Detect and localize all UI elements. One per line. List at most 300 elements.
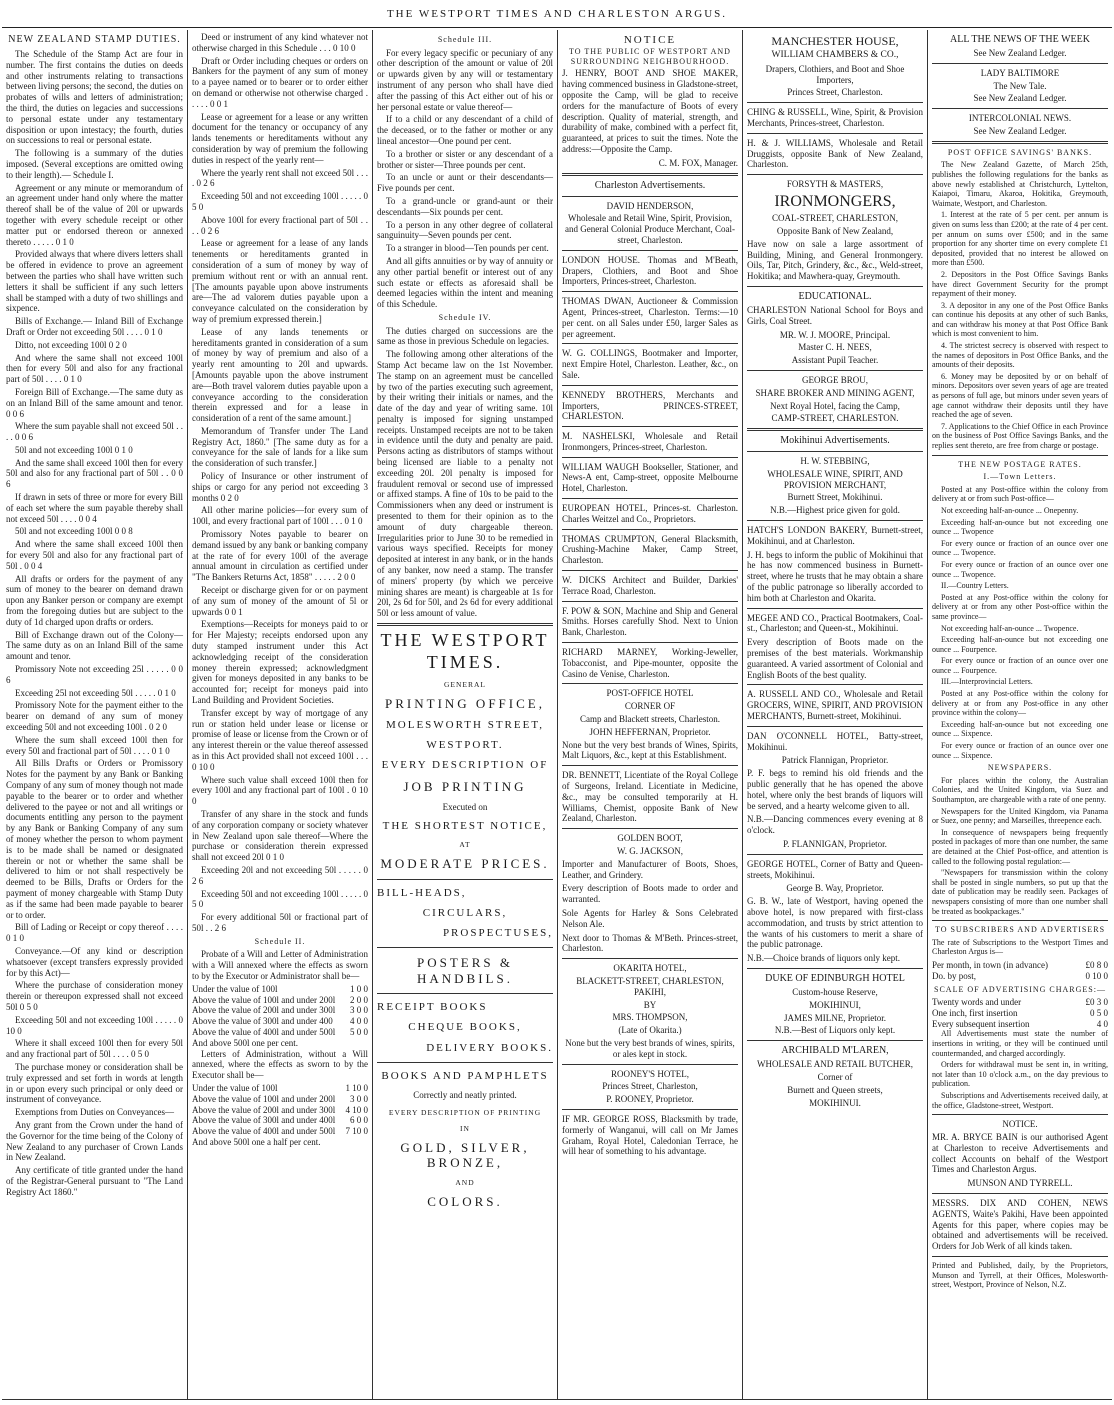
probate-rate-row-label: Above the value of 400l and under 500l	[192, 1026, 336, 1037]
schedule-paragraph: Transfer except by way of mortgage of any run or station held under lease or license or promise of lease or license from the Crown or of any interest therein or the value thereof assessed as in this Act provided shall not exceed 100l . . . 0 10 0	[192, 707, 368, 772]
probate-rate-row-label: And above 500l one per cent.	[192, 1037, 298, 1048]
correctly-printed: Correctly and neatly printed.	[413, 1090, 517, 1101]
subscription-row-amount: 0 10 0	[1085, 970, 1108, 981]
printing-moderate: MODERATE PRICES.	[380, 855, 550, 871]
divider	[562, 683, 738, 684]
administration-rate-row-amount: 3 0 0	[350, 1093, 368, 1104]
divider	[747, 684, 923, 685]
schedule-2-table-2	[192, 1083, 368, 1148]
stamp-duty-paragraph: All Bills Drafts or Orders or Promissory Notes for the payment by any Bank or Banking Company of any sum of money though not made payable to the bearer or to order and whether delivered to the payee or not and all writings or documents entitling any person to the payment by any Bank or Banking Company of any sum of money whether the person to whom payment is to be made shall be named or designated therein or not or whether the same shall be delivered to him or not shall respectively be deemed to be Bills, Drafts or Orders for the payment of money chargeable with Stamp Duty as if the same had been made payable to bearer or to order.	[6, 758, 183, 920]
rooney-address: Princes Street, Charleston,	[602, 1081, 698, 1092]
notice-heading: NOTICE	[623, 34, 677, 46]
administration-rate-row-label: Under the value of 100l	[192, 1082, 278, 1093]
dix-cohen-ad: MESSRS. DIX AND COHEN, NEWS AGENTS, Waite's Pakihi, Have been appointed Agents for this paper, where copies may be obtained and advertisements will be received. Orders for Job Werk of all kinds taken.	[932, 1198, 1108, 1252]
newspaper-page	[2, 30, 1112, 1400]
administration-rate-row-label: Above the value of 100l and under 200l	[192, 1093, 336, 1104]
scale-heading: SCALE OF ADVERTISING CHARGES:—	[934, 984, 1106, 994]
divider	[562, 642, 738, 643]
stamp-duty-paragraph: And the same shall exceed 100l then for every 50l and also for any fractional part of 50l . . 0 0 6	[6, 457, 183, 490]
postage-paragraph: III.—Interprovincial Letters.	[941, 677, 1033, 687]
stamp-duty-paragraph: Exemptions from Duties on Conveyances—	[15, 1107, 174, 1118]
gold-silver-bronze: GOLD, SILVER, BRONZE,	[400, 1139, 530, 1171]
administration-rate-row-amount: 1 10 0	[345, 1082, 368, 1093]
divider	[377, 947, 553, 948]
new-tale: The New Tale.	[993, 80, 1047, 91]
schedule-4-body	[377, 326, 553, 620]
advertising-row-amount: 0 5 0	[1090, 1007, 1108, 1018]
printing-shortest: THE SHORTEST NOTICE,	[382, 819, 548, 832]
charleston-ad: EUROPEAN HOTEL, Princes-st. Charleston. Charles Weitzel and Co., Proprietors.	[562, 503, 738, 524]
divider	[747, 174, 923, 175]
printing-office: PRINTING OFFICE,	[385, 696, 545, 712]
see-ledger-2: See New Zealand Ledger.	[973, 93, 1067, 104]
subscription-row	[932, 960, 1108, 971]
printing-every: EVERY DESCRIPTION OF	[381, 759, 549, 772]
schedule-paragraph: All other marine policies—for every sum of 100l, and every fractional part of 100l . . . 0 1 0	[192, 505, 368, 527]
newspapers-body	[932, 776, 1108, 916]
burnett-queen: Burnett and Queen streets,	[787, 1084, 883, 1095]
charleston-ads-list	[562, 255, 738, 685]
ross-notice: IF MR. GEORGE ROSS, Blacksmith by trade, formerly of Wanganui, will call on Mr James Graham, Royal Hotel, Caledonian Terrace, he will hear of something to his advantage.	[562, 1113, 738, 1157]
stamp-duty-paragraph: Where the sum shall exceed 100l then for every 50l and fractional part of 50l . . . . 0 1 0	[6, 734, 183, 756]
subscription-row	[932, 971, 1108, 982]
administration-rate-row	[192, 1105, 368, 1116]
administration-rate-row	[192, 1126, 368, 1137]
postage-paragraph: Posted at any Post-office within the colony for delivery at or from any Post-office in any other province within the colony—	[932, 689, 1108, 718]
schedule-paragraph: Lease or agreement for a lease or any written document for the tenancy or occupancy of any lands tenements or hereditaments without any consideration by way of premium the following duties in respect of the yearly rent—	[192, 111, 368, 165]
divider	[562, 250, 738, 251]
stebbing-name: H. W. STEBBING,	[800, 456, 870, 467]
mokihinui: MOKIHINUI.	[809, 1097, 861, 1108]
mlaren-name: ARCHIBALD M'LAREN,	[781, 1045, 889, 1057]
divider	[932, 920, 1108, 921]
postage-paragraph: Exceeding half-an-ounce but not exceeding one ounce ... Fourpence.	[932, 635, 1108, 654]
divider	[562, 1064, 738, 1065]
okarita-hotel: OKARITA HOTEL,	[613, 963, 687, 974]
administration-rate-row-amount: 4 10 0	[345, 1104, 368, 1115]
advertising-row-amount: £0 3 0	[1085, 997, 1108, 1008]
divider	[932, 141, 1108, 144]
schedule-paragraph: Exemptions—Receipts for moneys paid to or for Her Majesty; receipts endorsed upon any duty stamped instrument under this Act acknowledging receipt of the consideration money therein expressed; acknowledgment given for moneys deposited in any banks to be accounted for; receipt for moneys paid into Land Building and Provident Societies.	[192, 619, 368, 706]
henderson-name: DAVID HENDERSON,	[606, 200, 694, 211]
divider	[747, 428, 923, 431]
administration-rate-row-amount: 7 10 0	[345, 1126, 368, 1137]
charleston-ad: W. DICKS Architect and Builder, Darkies' Terrace Road, Charleston.	[562, 575, 738, 596]
stamp-duty-paragraph: Exceeding 50l and not exceeding 100l . . . . . 0 10 0	[6, 1014, 183, 1036]
notice-subheading: TO THE PUBLIC OF WESTPORT AND SURROUNDING NEIGHBOURHOOD.	[569, 47, 731, 66]
ironmongers: IRONMONGERS,	[774, 192, 896, 210]
advertising-paragraph: Orders for withdrawal must be sent in, in writing, not later than 10 o'clock a.m., on the day previous to publication.	[932, 1060, 1108, 1089]
subscribers-heading: TO SUBSCRIBERS AND ADVERTISERS	[934, 925, 1106, 935]
schedule-2-heading: Schedule II.	[254, 936, 306, 946]
schedule-3-heading: Schedule III.	[437, 35, 493, 44]
westport-times-title: THE WESTPORT TIMES.	[380, 630, 550, 672]
duke-town: MOKIHINUI,	[809, 999, 861, 1010]
divider	[562, 457, 738, 458]
stamp-duty-paragraph: Ditto, not exceeding 100l 0 2 0	[15, 339, 127, 350]
masthead: THE WESTPORT TIMES AND CHARLESTON ARGUS.	[386, 8, 728, 20]
cheque-books: CHEQUE BOOKS,	[408, 1021, 522, 1034]
receipt-books: RECEIPT BOOKS	[377, 1001, 488, 1014]
postage-heading: THE NEW POSTAGE RATES.	[958, 459, 1082, 469]
flannigan-proprietor: Patrick Flannigan, Proprietor.	[781, 755, 889, 766]
schedule-3-paragraph: To a grand-uncle or grand-aunt or their descendants—Six pounds per cent.	[377, 195, 553, 217]
stamp-duty-paragraph: Where the purchase of consideration money therein or thereupon expressed shall not exceed 50l 0 5 0	[6, 980, 183, 1012]
schedule-paragraph: Exceeding 50l and not exceeding 100l . . . . . 0 5 0	[192, 191, 368, 212]
administration-rate-row	[192, 1083, 368, 1094]
postage-paragraph: Posted at any Post-office within the colony for delivery at or from any other Post-office within the same province—	[932, 592, 1108, 621]
printing-executed: Executed on	[442, 801, 488, 812]
schedule-3-paragraph: If to a child or any descendant of a child of the deceased, or to the father or mother or any lineal ancestor—One pound per cent.	[377, 114, 553, 146]
postage-paragraph: For every ounce or fraction of an ounce over one ounce ... Twopence.	[932, 559, 1108, 579]
advertising-notes	[932, 1029, 1108, 1110]
divider	[562, 765, 738, 766]
williams-ad: H. & J. WILLIAMS, Wholesale and Retail Druggists, opposite Bank of New Zealand, Charleston.	[747, 137, 923, 170]
forsyth-name: FORSYTH & MASTERS,	[786, 179, 884, 190]
coal-street: COAL-STREET, CHARLESTON,	[772, 213, 898, 224]
schedule-3-paragraph: To an uncle or aunt or their descendants—Five pounds per cent.	[377, 172, 553, 194]
savings-bank-paragraph: The New Zealand Gazette, of March 25th, publishes the following regulations for the banks as above newly established at Christchurch, Lyttelton, Kaiapoi, Timaru, Akaroa, Hokitika, Greymouth, Waimate, Westport, and Charleston.	[932, 160, 1108, 208]
stamp-duty-paragraph: Any grant from the Crown under the hand of the Governor for the time being of the Colony of New Zealand to any purchaser of Crown Lands in New Zealand.	[6, 1119, 183, 1163]
charleston-heading: Charleston Advertisements.	[594, 179, 706, 191]
stamp-duty-paragraph: And where the same shall exceed 100l then for every 50l and also for any fractional part of 50l . 0 0 4	[6, 539, 183, 571]
hatch-body: J. H. begs to inform the public of Mokihinui that he has now commenced business in Burnett-street, where he trusts that he may obtain a share of the public patronage so liberally accorded to him both at Charleston and Okarita.	[747, 549, 923, 603]
schedule-3-paragraph: To a stranger in blood—Ten pounds per cent.	[386, 243, 549, 254]
schedule-paragraph: Where the yearly rent shall not exceed 50l . . . . 0 2 6	[192, 167, 368, 189]
stamp-duty-paragraph: Where it shall exceed 100l then for every 50l and any fractional part of 50l . . . . 0 5 0	[6, 1038, 183, 1060]
divider	[932, 1193, 1108, 1194]
megee-body: Every description of Boots made on the premises of the best materials. Workmanship guaranteed. A varied assortment of Colonial and English Boots of the best quality.	[747, 637, 923, 680]
circulars: CIRCULARS,	[422, 906, 508, 919]
divider	[562, 601, 738, 602]
stebbing-address: Burnett Street, Mokihinui.	[787, 492, 883, 503]
schedule-2-table	[192, 984, 368, 1049]
charleston-ad: KENNEDY BROTHERS, Merchants and Importers, PRINCES-STREET, CHARLESTON.	[562, 389, 738, 422]
schedule-3-paragraph: To a brother or sister or any descendant of a brother or sister—Three pounds per cent.	[377, 148, 553, 170]
stamp-duty-paragraph: The following is a summary of the duties imposed. (Several exceptions are omitted owing to their length).— Schedule I.	[6, 148, 183, 180]
books-pamphlets: BOOKS AND PAMPHLETS	[381, 1069, 549, 1082]
savings-bank-paragraph: 1. Interest at the rate of 5 per cent. per annum is given on sums less than £200; at the rate of 4 per cent. per annum on sums over £500; and in the same proportion for any shorter time on every complete £1 deposited, provided that no interest be allowed on more than £500.	[932, 210, 1108, 268]
schedule-paragraph: Policy of Insurance or other instrument of ships or cargo for any period not exceeding 3 months 0 2 0	[192, 471, 368, 503]
schedule-paragraph: Deed or instrument of any kind whatever not otherwise charged in this Schedule . . . 0 10 0	[192, 32, 368, 53]
pflannigan: P. FLANNIGAN, Proprietor.	[783, 839, 887, 849]
chambers-name: WILLIAM CHAMBERS & CO.,	[771, 50, 899, 61]
schedule-2-intro: Probate of a Will and Letter of Administration with a Will annexed where the effects as sworn to by the Executor or Administrator shall be—	[192, 949, 368, 981]
stamp-duty-paragraph: Where the sum payable shall not exceed 50l . . . . 0 0 6	[6, 421, 183, 443]
administration-rate-row	[192, 1115, 368, 1126]
postage-paragraph: Not exceeding half-an-ounce ... Onepenny.	[941, 505, 1079, 515]
charleston-ad: THOMAS DWAN, Auctioneer & Commission Agent, Princes-street, Charleston. Terms:—10 per cent. on all Sales under £50, larger Sales as per agreement.	[562, 296, 738, 339]
camp-street: CAMP-STREET, CHARLESTON.	[771, 413, 899, 424]
divider	[377, 1062, 553, 1063]
advertising-row-label: One inch, first insertion	[932, 1007, 1018, 1018]
all-news: ALL THE NEWS OF THE WEEK	[950, 34, 1090, 45]
advertising-rates	[932, 997, 1108, 1029]
see-ledger-1: See New Zealand Ledger.	[973, 48, 1067, 58]
jackson-more: Every description of Boots made to order and warranted.	[562, 883, 738, 905]
every-description-printing: EVERY DESCRIPTION OF PRINTING	[388, 1107, 542, 1117]
charleston-ad: F. POW & SON, Machine and Ship and General Smiths. Horses carefully Shod. Next to Union Bank, Charleston.	[562, 605, 738, 638]
advertising-row-label: Twenty words and under	[932, 997, 1022, 1008]
stamp-duty-paragraph: Foreign Bill of Exchange.—The same duty as on an Inland Bill of the same amount and tenor. 0 0 6	[6, 386, 183, 419]
savings-bank-paragraph: 6. Money may be deposited by or on behalf of minors. Depositors over seven years of age are treated as persons of full age, but minors under seven years of age cannot withdraw their deposits until they have reached the age of seven.	[932, 371, 1108, 420]
post-none: None but the very best brands of Wines, Spirits, Malt Liquors, &c., kept at this Establishment.	[562, 739, 738, 761]
divider	[747, 854, 923, 855]
schedule-paragraph: For every additional 50l or fractional part of 50l . . 2 6	[192, 912, 368, 933]
subscription-row-amount: £0 8 0	[1085, 959, 1108, 970]
schedule-4-paragraph: The duties charged on successions are the same as those in previous Schedule on legacies.	[377, 325, 553, 347]
divider	[747, 370, 923, 371]
divider	[747, 520, 923, 521]
administration-rate-row-label: Above the value of 200l and under 300l	[192, 1104, 336, 1115]
divider	[562, 529, 738, 530]
divider	[377, 879, 553, 880]
posters-handbills: POSTERS & HANDBILS.	[417, 955, 513, 986]
oconnell-body: P. F. begs to remind his old friends and the public generally that he has opened the above hotel, where only the best brands of liquors will be served, and a hearty welcome given to all.	[747, 768, 923, 811]
jackson-name: W. G. JACKSON,	[617, 846, 683, 856]
next-royal-hotel: Next Royal Hotel, facing the Camp,	[770, 400, 900, 411]
post-body: Camp and Blackett streets, Charleston.	[580, 714, 720, 725]
golden-boot: GOLDEN BOOT,	[617, 833, 683, 844]
stebbing-body: WHOLESALE WINE, SPIRIT, AND PROVISION MERCHANT,	[767, 468, 903, 490]
divider	[377, 623, 553, 626]
manchester-house: MANCHESTER HOUSE,	[771, 34, 899, 48]
imprint: Printed and Published, daily, by the Proprietors, Munson and Tyrrell, at their Offices, Molesworth-street, Westport, Province of Nelson, N.Z.	[932, 1261, 1108, 1290]
stamp-duty-paragraph: All drafts or orders for the payment of any sum of money to the bearer on demand drawn upon any Banker person or company are exempt from the foregoing duties but are subject to the duty of 1d charged upon drafts or orders.	[6, 573, 183, 627]
subscribers-body: The rate of Subscriptions to the Westport Times and Charleston Argus is—	[932, 937, 1108, 957]
butcher: WHOLESALE AND RETAIL BUTCHER,	[757, 1059, 913, 1070]
probate-rate-row	[192, 1005, 368, 1016]
okarita-by: BY	[643, 999, 657, 1010]
george-body: G. B. W., late of Westport, having opened the above hotel, is now prepared with first-class accommodation, and trusts by strict attention to the wants of his customers to merit a share of the public patronage.	[747, 896, 923, 950]
schedule-paragraph: Draft or Order including cheques or orders on Bankers for the payment of any sum of money to a payee named or to bearer or to order either on demand or otherwise not otherwise charged . . . . . 0 0 1	[192, 55, 368, 109]
prospectuses: PROSPECTUSES,	[442, 926, 553, 939]
administration-rate-row-label: And above 500l one a half per cent.	[192, 1136, 321, 1147]
administration-rate-row-amount: 6 0 0	[350, 1115, 368, 1126]
schedule-3-paragraph: To a person in any other degree of collateral sanguinuity—Seven pounds per cent.	[377, 219, 553, 241]
ching-ad: CHING & RUSSELL, Wine, Spirit, & Provision Merchants, Princes-street, Charleston.	[747, 107, 923, 128]
schedule-paragraph: Lease or agreement for a lease of any lands tenements or hereditaments granted in consideration of a sum of money by way of premium without rent or with an annual rent. [The amounts payable upon above instruments are—The ad valorem duties payable upon a conveyance calculated on the consideration by way of premium expressed therein.]	[192, 238, 368, 324]
post-proprietor: JOHN HEFFERNAN, Proprietor.	[589, 726, 711, 737]
administration-rate-row	[192, 1094, 368, 1105]
stamp-duty-paragraph: If drawn in sets of three or more for every Bill of each set where the sum payable thereby shall not exceed 50l . . . . 0 0 4	[6, 492, 183, 524]
postage-paragraph: For every ounce or fraction of an ounce over one ounce ... Fourpence.	[932, 656, 1108, 675]
oconnell-ad: DAN O'CONNELL HOTEL, Batty-street, Mokihinui.	[747, 730, 923, 752]
dancing-note: N.B.—Dancing commences every evening at 8 o'clock.	[747, 814, 923, 836]
bill-heads: BILL-HEADS,	[377, 886, 467, 899]
bennett-ad: DR. BENNETT, Licentiate of the Royal College of Surgeons, Ireland. Licentiate in Medicine, &c., may be consulted temporarily at H. Williams, Chemist, opposite Bank of New Zealand, Charleston.	[562, 770, 738, 824]
post-office-hotel: POST-OFFICE HOTEL	[606, 688, 694, 699]
jackson-next: Next door to Thomas & M'Beth. Princes-street, Charleston.	[562, 932, 738, 954]
divider	[562, 196, 738, 197]
masthead-rule	[2, 27, 1112, 28]
okarita-late: (Late of Okarita.)	[618, 1025, 682, 1036]
charleston-ad: W. G. COLLINGS, Bootmaker and Importer, next Empire Hotel, Charleston. Leather, &c., on Sale.	[562, 348, 738, 380]
schedule-paragraph: Where such value shall exceed 100l then for every 100l and any fractional part of 100l . 0 10 0	[192, 774, 368, 807]
schedule-paragraph: Memorandum of Transfer under The Land Registry Act, 1860." [The same duty as for a conveyance for the sale of lands for a like sum the consideration of such transfer.]	[192, 425, 368, 469]
savings-banks-body	[932, 160, 1108, 450]
probate-rate-row-amount: 1 0 0	[350, 983, 368, 994]
probate-rate-row-label: Above the value of 100l and under 200l	[192, 994, 336, 1005]
intercolonial: INTERCOLONIAL NEWS.	[968, 113, 1072, 124]
divider	[932, 63, 1108, 64]
school-ad: CHARLESTON National School for Boys and Girls, Coal Street.	[747, 304, 923, 326]
divider	[747, 286, 923, 287]
newspapers-heading: NEWSPAPERS.	[987, 763, 1053, 773]
charleston-ad: RICHARD MARNEY, Working-Jeweller, Tobacconist, and Pipe-mounter, opposite the Casino de Venise, Charleston.	[562, 647, 738, 679]
jackson-body: Importer and Manufacturer of Boots, Shoes, Leather, and Grindery.	[562, 858, 738, 880]
notice-signature: C. M. FOX, Manager.	[658, 157, 738, 168]
bottom-rule	[2, 1399, 1112, 1400]
administration-rate-row-label: Above the value of 400l and under 500l	[192, 1126, 336, 1137]
postage-paragraph: Exceeding half-an-ounce but not exceeding one ounce ... Twopence	[932, 517, 1108, 537]
divider	[562, 1109, 738, 1110]
advertising-row	[932, 997, 1108, 1008]
divider	[932, 108, 1108, 109]
savings-bank-paragraph: 7. Applications to the Chief Office in each Province on the business of Post Office Savings Banks, and the replies sent thereto, are free from charge or postage.	[932, 421, 1108, 450]
schedule-paragraph: Exceeding 20l and not exceeding 50l . . . . . 0 2 6	[192, 864, 368, 886]
schedule-4-paragraph: The following among other alterations of the Stamp Act became law on the 1st November. The stamp on an agreement must be cancelled by two of the parties executing such agreement, by their writing their initials or names, and the date of the day and year of writing same. 10l penalty is imposed for signing unstamped receipts. Unstamped receipts are not to be taken in evidence until the duty and penalty are paid. Persons acting as distributors of stamps without being licensed are liable to a penalty not exceeding 20l. 20l penalty is imposed for fraudulent removal or second use of impressed or affixed stamps. A fine of 10s to be paid to the Commissioners when any deed or instrument is presented to them for their opinion as to the amount of duty chargeable thereon. Irregularities prior to June 30 to be remedied in various ways specified. Receipts for money deposited at interest in any bank, or in the hands of any banker, now need a stamp. The transfer of miners' property (by which we perceive mining shares are meant) is chargeable at 1s for 20l, 2s 6d for 50l, and 2s 6d for every additional 50l or less amount of value.	[377, 349, 553, 619]
savings-bank-paragraph: 4. The strictest secrecy is observed with respect to the names of depositors in Post Office Banks, and the amounts of their deposits.	[932, 341, 1108, 370]
okarita-proprietor: MRS. THOMPSON,	[612, 1012, 688, 1023]
stamp-duty-paragraph: Bills of Exchange.— Inland Bill of Exchange Draft or Order not exceeding 50l . . . . 0 1 0	[6, 316, 183, 337]
divider	[562, 828, 738, 829]
newspaper-paragraph: "Newspapers for transmission within the colony shall be posted in single numbers, so put up that the date of publication may be readily seen. Packages of newspapers consisting of more than one number shall be treated as bookpackages."	[932, 868, 1108, 916]
stamp-duty-paragraph: And where the same shall not exceed 100l then for every 50l and also for any fractional part of 50l . . . . 0 1 0	[6, 352, 183, 385]
divider	[747, 133, 923, 134]
column-mokihinui-ads	[742, 30, 927, 1400]
postage-paragraph: For every ounce or fraction of an ounce over one ounce ... Sixpence.	[932, 741, 1108, 760]
postage-paragraph: Not exceeding half-an-ounce ... Twopence.	[941, 623, 1079, 633]
moore-principal: MR. W. J. MOORE, Principal.	[779, 329, 891, 340]
henderson-body: Wholesale and Retail Wine, Spirit, Provision, and General Colonial Produce Merchant, Coal-street, Charleston.	[565, 213, 735, 245]
printing-street: MOLESWORTH STREET,	[386, 718, 544, 731]
best-liquors: N.B.—Best of Liquors only kept.	[774, 1025, 896, 1036]
column-stamp-duties	[2, 30, 187, 1400]
probate-rate-row	[192, 984, 368, 995]
stamp-duty-paragraph: Conveyance.—Of any kind or description whatsoever (except transfers expressly provided for by this Act)—	[6, 945, 183, 978]
probate-rate-row-amount: 3 0 0	[350, 1005, 368, 1016]
munson-tyrrell: MUNSON AND TYRRELL.	[967, 1178, 1073, 1189]
divider	[747, 102, 923, 103]
schedule-paragraph: Transfer of any share in the stock and funds of any corporation company or society whatever in New Zealand upon sale thereof—Where the purchase or consideration therein expressed shall not exceed 20l 0 1 0	[192, 808, 368, 863]
postage-body	[932, 485, 1108, 760]
printing-at: AT	[459, 839, 471, 849]
printing-general: GENERAL	[444, 680, 486, 690]
jackson-agents: Sole Agents for Harley & Sons Celebrated Nelson Ale.	[562, 907, 738, 929]
newspaper-paragraph: In consequence of newspapers being frequently posted in packages of more than one number, the same are detained at the Chief Post-office, and attention is called to the following postal regulation:—	[932, 827, 1108, 866]
probate-rate-row	[192, 995, 368, 1006]
divider	[562, 570, 738, 571]
nees-master: Master C. H. NEES,	[798, 342, 872, 353]
megee-ad: MEGEE AND CO., Practical Bootmakers, Coal-st., Charleston; and Queen-st., Mokihinui.	[747, 612, 923, 634]
rooney-proprietor: P. ROONEY, Proprietor.	[606, 1094, 694, 1105]
schedule-paragraph: Exceeding 50l and not exceeding 100l . . . . . 0 5 0	[192, 888, 368, 910]
bain-notice: MR. A. BRYCE BAIN is our authorised Agent at Charleston to receive Advertisements and collect Accounts on behalf of the Westport Times and Charleston Argus.	[932, 1132, 1108, 1175]
advertising-paragraph: All Advertisements must state the number of insertions in writing, or they will be continued until countermanded, and charged accordingly.	[932, 1029, 1108, 1058]
duke-hotel: DUKE OF EDINBURGH HOTEL	[765, 972, 905, 984]
schedule-paragraph: Above 100l for every fractional part of 50l . . . . 0 2 6	[192, 214, 368, 236]
charleston-ad: LONDON HOUSE. Thomas and M'Beath, Drapers, Clothiers, and Boot and Shoe Importers, Princes-street, Charleston.	[562, 254, 738, 287]
divider	[932, 1256, 1108, 1257]
divider	[562, 291, 738, 292]
schedule-paragraph: Promissory Notes payable to bearer on demand issued by any bank or banking company at the rate of for every 100l of the average annual amount in circulation as certified under "The Bankers Returns Act, 1858" . . . . . 2 0 0	[192, 529, 368, 583]
postage-paragraph: Exceeding half-an-ounce but not exceeding one ounce ... Sixpence.	[932, 719, 1108, 739]
educational-heading: EDUCATIONAL.	[798, 290, 872, 302]
rooneys-hotel: ROONEY'S HOTEL,	[610, 1068, 690, 1079]
stamp-duty-paragraph: 50l and not exceeding 100l 0 1 0	[15, 444, 133, 455]
lady-baltimore: LADY BALTIMORE	[980, 67, 1060, 78]
mokihinui-heading: Mokihinui Advertisements.	[780, 435, 890, 447]
choice-liquors: N.B.—Choice brands of liquors only kept.	[747, 953, 900, 964]
way-proprietor: George B. Way, Proprietor.	[786, 883, 884, 894]
probate-rate-row	[192, 1016, 368, 1027]
administration-rate-row	[192, 1137, 368, 1148]
printing-and: AND	[455, 1178, 475, 1188]
column-notices	[927, 30, 1112, 1400]
post-corner: CORNER OF	[624, 701, 676, 712]
savings-banks-heading: POST OFFICE SAVINGS' BANKS.	[947, 147, 1093, 157]
see-ledger-3: See New Zealand Ledger.	[973, 125, 1067, 136]
forsyth-body: Have now on sale a large assortment of Building, Mining, and General Ironmongery. Oils, Tar, Pitch, Grindery, &c., &c., Weld-street, Hokitika; and Mawhera-quay, Greymouth.	[747, 238, 923, 282]
duke-reserve: Custom-house Reserve,	[792, 986, 878, 997]
divider	[562, 385, 738, 386]
town-letters: I.—Town Letters.	[983, 472, 1057, 482]
column-schedule-3	[372, 30, 557, 1400]
advertising-row	[932, 1019, 1108, 1030]
divider	[747, 451, 923, 452]
stamp-duties-body	[6, 49, 183, 1197]
divider	[562, 173, 738, 176]
divider	[932, 1114, 1108, 1115]
probate-rate-row-label: Under the value of 100l	[192, 983, 278, 994]
highest-price: N.B.—Highest price given for gold.	[770, 505, 900, 516]
divider	[747, 726, 923, 727]
share-broker: SHARE BROKER AND MINING AGENT,	[755, 387, 915, 398]
schedule-4-heading: Schedule IV.	[438, 312, 492, 322]
stamp-duty-paragraph: 50l and not exceeding 100l 0 0 8	[15, 526, 133, 537]
colors: COLORS.	[427, 1194, 503, 1210]
george-brou: GEORGE BROU,	[801, 374, 868, 385]
stamp-duty-paragraph: The Schedule of the Stamp Act are four in number. The first contains the duties on deeds and other instruments relating to transactions between living persons; the second, the duties on probates of wills and letters of administration; the third, the duties on legacies and successions to personal estate under any testamentary disposition or upon intestacy; the fourth, duties on successions to real or personal estate.	[6, 49, 183, 146]
advertising-row-amount: 4 0	[1096, 1018, 1108, 1029]
divider	[932, 455, 1108, 456]
charleston-ad: WILLIAM WAUGH Bookseller, Stationer, and News-A ent, Camp-street, opposite Melbourne Hotel, Charleston.	[562, 461, 738, 494]
probate-rate-row-amount: 2 0 0	[350, 994, 368, 1005]
newspaper-paragraph: Newspapers for the United Kingdom, via Panama or Suez, one penny; and Marseilles, threepence each.	[932, 806, 1108, 826]
savings-bank-paragraph: 2. Depositors in the Post Office Savings Banks have direct Government Security for the prompt repayment of their money.	[932, 269, 1108, 299]
probate-rate-row	[192, 1027, 368, 1038]
advertising-row-label: Every subsequent insertion	[932, 1018, 1030, 1029]
stamp-duty-paragraph: Any certificate of title granted under the hand of the Registrar-General pursuant to "The Land Registry Act 1860."	[6, 1165, 183, 1197]
schedule-3-paragraph: And all gifts annuities or by way of annuity or any other partial benefit or interest out of any such estate or effects as aforesaid shall be deemed legacies within the intent and meaning of this Schedule.	[377, 255, 553, 310]
subscription-rates	[932, 960, 1108, 982]
probate-rate-row-amount: 4 0 0	[350, 1016, 368, 1027]
notice-heading-2: NOTICE.	[1002, 1119, 1038, 1130]
charleston-ad: M. NASHELSKI, Wholesale and Retail Ironmongers, Princes-street, Charleston.	[562, 431, 738, 452]
probate-rate-row-label: Above the value of 300l and under 400	[192, 1016, 333, 1027]
schedule-paragraph: Receipt or discharge given for or on payment of any sum of money of the amount of 5l or upwards 0 0 1	[192, 585, 368, 617]
probate-rate-row	[192, 1038, 368, 1049]
divider	[562, 343, 738, 344]
schedule-body	[192, 32, 368, 934]
divider	[747, 608, 923, 609]
stamp-duty-paragraph: The purchase money or consideration shall be truly expressed and set forth in words at length in or upon every such principal or only deed or instrument of conveyance.	[6, 1061, 183, 1105]
opposite-bnz: Opposite Bank of New Zealand,	[776, 225, 894, 236]
savings-bank-paragraph: 3. A depositor in any one of the Post Office Banks can continue his deposits at any other of such Banks, and can withdraw his money at that Post Office Bank which is most convenient to him.	[932, 300, 1108, 339]
divider	[562, 958, 738, 959]
postage-paragraph: For every ounce or fraction of an ounce over one ounce ... Twopence.	[932, 538, 1108, 558]
